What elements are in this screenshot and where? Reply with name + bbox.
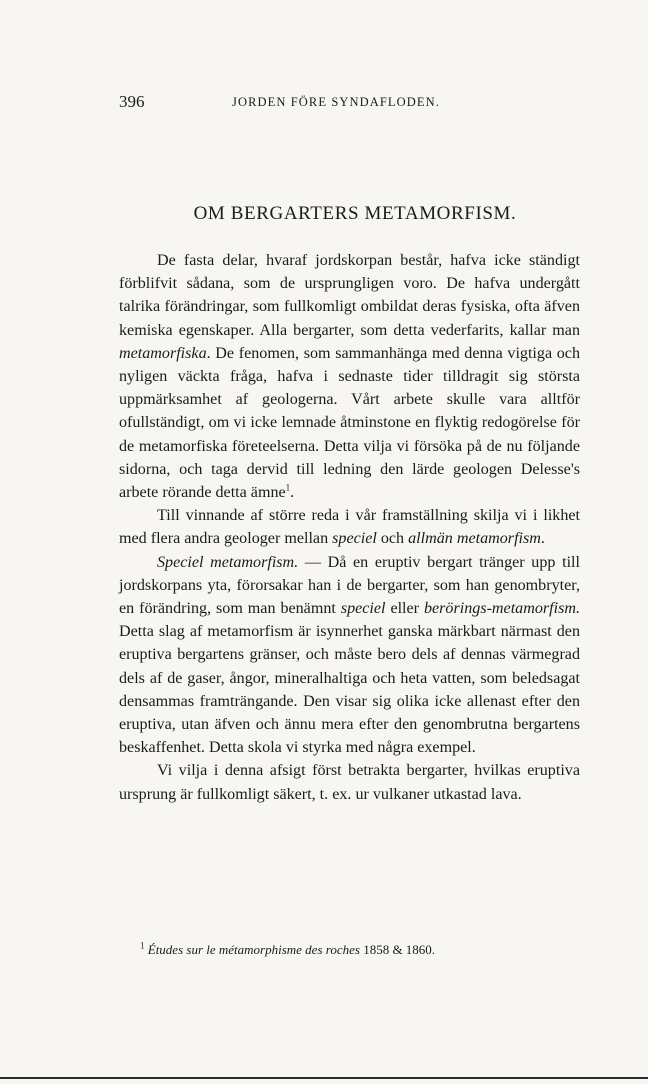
running-title: JORDEN FÖRE SYNDAFLODEN. (232, 95, 441, 109)
paragraph-1: De fasta delar, hvaraf jordskorpan består, hafva icke ständigt förblifvit sådana, som de ursprungligen voro. De hafva undergått talrika förändringar, som fullkomligt ombildat deras fysiska, ofta äfven kemiska egenskaper. Alla bergarter, som detta vederfarits, kallar man metamorfiska. De fenomen, som sammanhänga med denna vigtiga och nyligen väckta fråga, hafva i sednaste tider tilldragit sig största uppmärksamhet af geologerna. Vårt arbete skulle vara alltför ofullständigt, om vi icke lemnade åtminstone en flyktig redogörelse för de metamorfiska företeelserna. Detta vilja vi försöka på de nu följande sidorna, och taga dervid till ledning den lärde geologen Delesse's arbete rörande detta ämne$^1$. (119, 252, 580, 502)
term-berorings-metamorfism: berörings-metamorfism. (423, 600, 581, 618)
paragraph-2: Till vinnande af större reda i vår framställning skilja vi i likhet med flera andra geologer mellan speciel och allmän metamorfism. (119, 507, 580, 548)
term-speciel: speciel (332, 530, 377, 548)
footnote-ref[interactable]: 1 (285, 482, 291, 493)
page-edge-rule (0, 1077, 648, 1079)
term-allman-metamorfism: allmän metamorfism (408, 530, 541, 548)
footnote (140, 942, 580, 958)
paragraph-4: Vi vilja i denna afsigt först betrakta bergarter, hvilkas eruptiva ursprung är fullkomligt säkert, t. ex. ur vulkaner utkastad lava. (119, 762, 580, 803)
term-metamorfiska: metamorfiska (119, 344, 207, 362)
page-number: 396 (119, 92, 145, 111)
section-title: OM BERGARTERS METAMORFISM. (193, 203, 517, 224)
term-speciel: speciel (340, 600, 386, 618)
footnote-title: Études sur le métamorphisme des roches (147, 942, 360, 957)
footnote-years: 1858 & 1860. (359, 942, 436, 957)
paragraph-3: Speciel metamorfism. — Då en eruptiv bergart tränger upp till jordskorpans yta, förorsakar han i de bergarter, som han genombryter, en förändring, som man benämnt speciel eller berörings-metamorfism. Detta slag af metamorfism är isynnerhet ganska märkbart närmast den eruptiva bergartens gränser, och måste bero dels af dennas värmegrad dels af de gaser, ångor, mineralhaltiga och heta vatten, som beledsagat densammas framträngande. Den visar sig olika icke allenast efter den eruptiva, utan äfven och ännu mera efter den genombrutna bergartens beskaffenhet. Detta skola vi styrka med några exempel. (119, 553, 581, 757)
subsection-heading: Speciel metamorfism. (157, 553, 299, 571)
footnote-mark: 1 (140, 940, 145, 951)
body-text (119, 249, 580, 806)
